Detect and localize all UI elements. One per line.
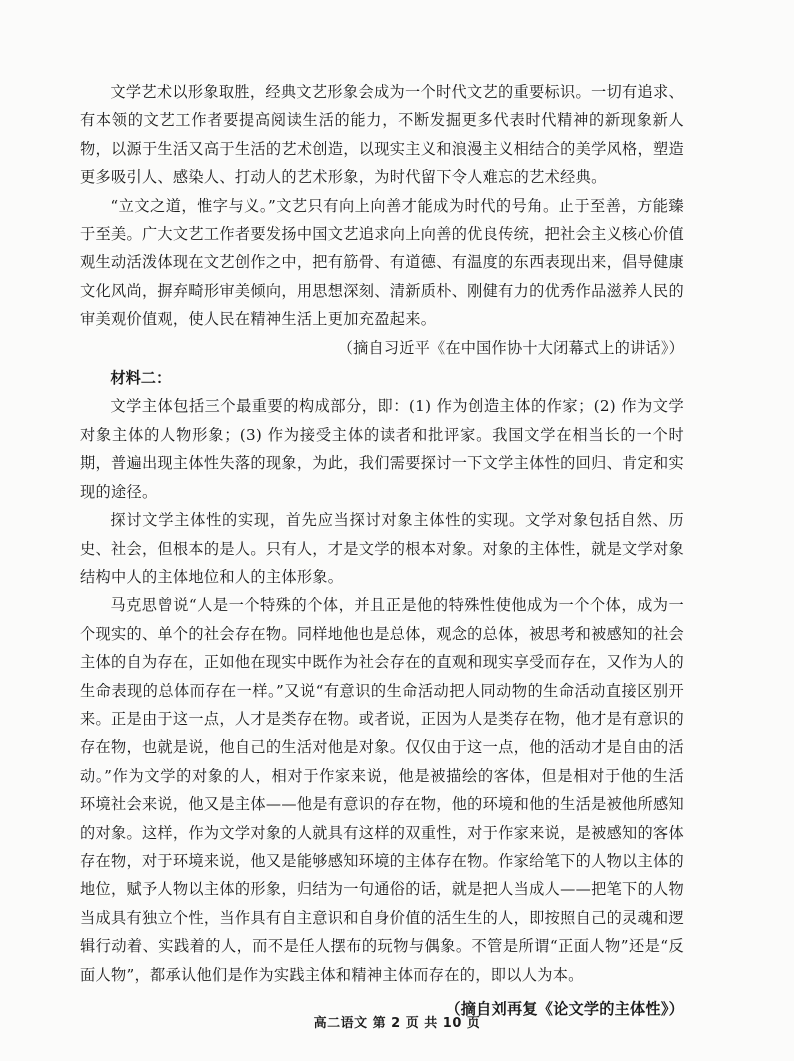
material1-paragraph-1: 文学艺术以形象取胜，经典文艺形象会成为一个时代文艺的重要标识。一切有追求、有本领的文艺工作者要提高阅读生活的能力，不断发掘更多代表时代精神的新现象新人物，以源于生活又高于生活的艺术创造，以现实主义和浪漫主义相结合的美学风格，塑造更多吸引人、感染人、打动人的艺术形象，为时代留下令人难忘的艺术经典。 [80, 83, 685, 187]
page-footer: 高二语文 第 2 页 共 10 页 [313, 1016, 481, 1031]
material2-paragraph-1: 文学主体包括三个最重要的构成部分，即：(1) 作为创造主体的作家；(2) 作为文学对象主体的人物形象；(3) 作为接受主体的读者和批评家。我国文学在相当长的一个时期，普遍出现主体性失落的现象，为此，我们需要探讨一下文学主体性的回归、肯定和实现的途径。 [80, 397, 685, 501]
material2-paragraph-2: 探讨文学主体性的实现，首先应当探讨对象主体性的实现。文学对象包括自然、历史、社会，但根本的是人。只有人，才是文学的根本对象。对象的主体性，就是文学对象结构中人的主体地位和人的主体形象。 [80, 511, 685, 586]
material1-source: （摘自习近平《在中国作协十大闭幕式上的讲话》） [337, 338, 684, 357]
material1-paragraph-2: “立文之道，惟字与义。”文艺只有向上向善才能成为时代的号角。止于至善，方能臻于至美。广大文艺工作者要发扬中国文艺追求向上向善的优良传统，把社会主义核心价值观生动活泼体现在文艺创作之中，把有筋骨、有道德、有温度的东西表现出来，倡导健康文化风尚，摒弃畸形审美倾向，用思想深刻、清新质朴、刚健有力的优秀作品滋养人民的审美观价值观，使人民在精神生活上更加充盈起来。 [80, 196, 685, 329]
material2-heading: 材料二： [110, 369, 172, 388]
page-content [80, 78, 684, 1023]
material2-source: （摘自刘再复《论文学的主体性》） [445, 1000, 684, 1018]
material2-paragraph-3: 马克思曾说“人是一个特殊的个体，并且正是他的特殊性使他成为一个个体，成为一个现实的、单个的社会存在物。同样地他也是总体，观念的总体，被思考和被感知的社会主体的自为存在，正如他在现实中既作为社会存在的直观和现实享受而存在，又作为人的生命表现的总体而存在一样。”又说“有意识的生命活动把人同动物的生命活动直接区别开来。正是由于这一点，人才是类存在物。或者说，正因为人是类存在物，他才是有意识的存在物，也就是说，他自己的生活对他是对象。仅仅由于这一点，他的活动才是自由的活动。”作为文学的对象的人，相对于作家来说，他是被描绘的客体，但是相对于他的生活环境社会来说，他又是主体——他是有意识的存在物，他的环境和他的生活是被他所感知的对象。这样，作为文学对象的人就具有这样的双重性，对于作家来说，是被感知的客体存在物，对于环境来说，他又是能够感知环境的主体存在物。作家给笔下的人物以主体的地位，赋予人物以主体的形象，归结为一句通俗的话，就是把人当成人——把笔下的人物当成具有独立个性，当作具有自主意识和自身价值的活生生的人，即按照自己的灵魂和逻辑行动着、实践着的人，而不是任人摆布的玩物与偶象。不管是所谓“正面人物”还是“反面人物”，都承认他们是作为实践主体和精神主体而存在的，即以人为本。 [80, 596, 685, 984]
